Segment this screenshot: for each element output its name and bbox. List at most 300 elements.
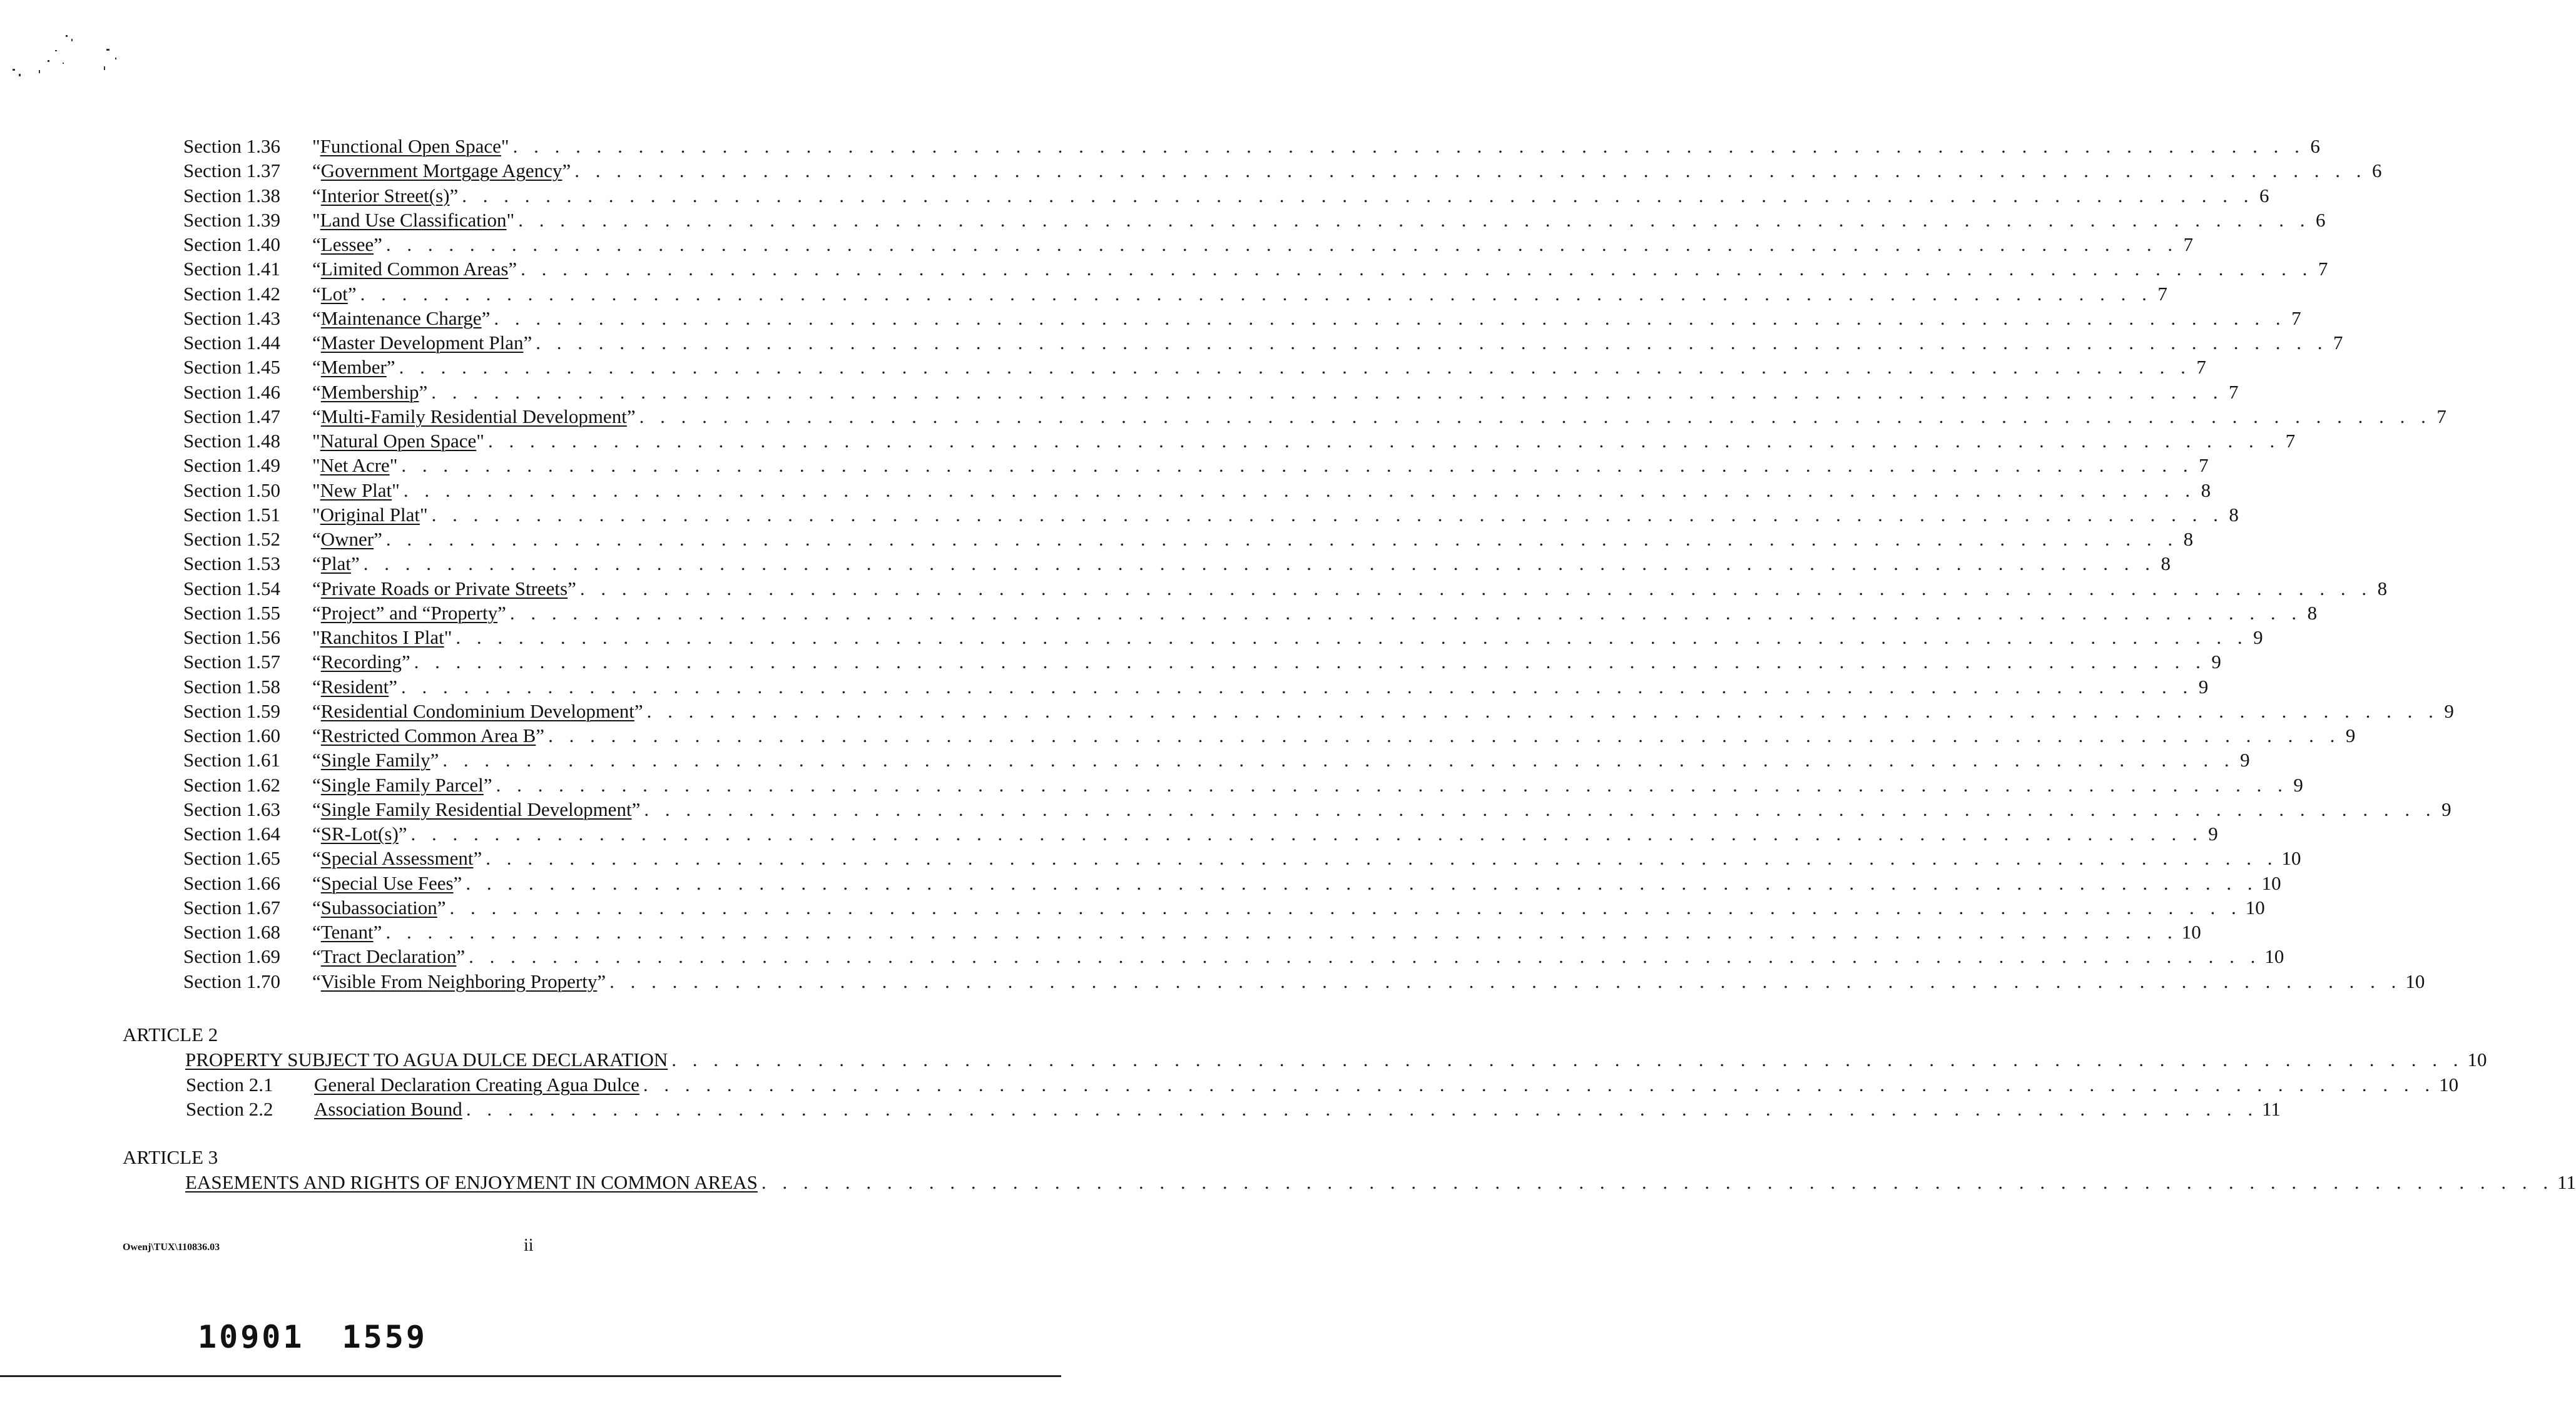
section-title-text: Special Assessment xyxy=(320,847,474,870)
section-title xyxy=(310,674,397,699)
section-title xyxy=(310,723,544,748)
toc-entry xyxy=(183,674,2209,699)
toc-entry xyxy=(183,920,2201,945)
section-title xyxy=(310,306,490,331)
section-title-text: Government Mortgage Agency xyxy=(320,160,563,182)
stamp-docket: 10901 xyxy=(198,1319,305,1355)
close-quote: " xyxy=(506,208,515,231)
close-quote: " xyxy=(476,430,484,452)
toc-entry xyxy=(183,208,2326,233)
close-quote: ” xyxy=(401,651,410,673)
page-ref: 6 xyxy=(2315,208,2326,231)
section-number: Section 1.63 xyxy=(183,798,280,820)
open-quote: “ xyxy=(312,528,321,550)
section-title-text: Private Roads or Private Streets xyxy=(320,577,568,599)
section-title xyxy=(312,1072,639,1097)
article-heading-text xyxy=(185,1047,668,1072)
section-title xyxy=(310,920,382,945)
open-quote: “ xyxy=(312,332,321,353)
stamp-page: 1559 xyxy=(342,1319,427,1355)
toc-entry xyxy=(183,330,2343,355)
close-quote: " xyxy=(501,135,509,157)
toc-entry xyxy=(183,502,2239,527)
section-number: Section 1.47 xyxy=(183,405,280,427)
dot-leader: . . . . . . . . . . . . . . . . . . . . . . . . . . . . . . . . . . . . . . . . . . . . . . . . . . . . . . . . . . . . . . . . . . . . . . . . . . . . . . . . . . . . . . xyxy=(521,258,2313,280)
open-quote: “ xyxy=(312,160,321,182)
page-ref: 10 xyxy=(2405,970,2425,992)
page-ref: 8 xyxy=(2229,503,2239,526)
page-ref: 7 xyxy=(2199,454,2209,477)
open-quote: “ xyxy=(312,282,321,305)
close-quote: ” xyxy=(347,282,357,305)
article-heading-text xyxy=(185,1170,758,1195)
section-number: Section 1.58 xyxy=(183,675,280,698)
section-number: Section 1.59 xyxy=(183,699,280,722)
open-quote: “ xyxy=(312,184,321,206)
open-quote: “ xyxy=(312,921,321,943)
section-title-text: Functional Open Space xyxy=(320,135,501,157)
toc-entry xyxy=(183,846,2301,871)
page-number: ii xyxy=(524,1236,534,1255)
section-title xyxy=(310,429,484,454)
toc-entry xyxy=(183,404,2446,429)
close-quote: ” xyxy=(523,332,532,353)
section-title-text: Tenant xyxy=(320,921,374,943)
open-quote: “ xyxy=(312,945,321,968)
close-quote: " xyxy=(392,479,400,501)
section-title-text: New Plat xyxy=(320,479,392,501)
toc-entry xyxy=(183,282,2167,307)
dot-leader: . . . . . . . . . . . . . . . . . . . . . . . . . . . . . . . . . . . . . . . . . . . . . . . . . . . . . . . . . . . . . . . . . . . . . . . . . . . . . . . . . . . . . . xyxy=(385,233,2179,255)
section-title-text: Resident xyxy=(320,675,389,698)
section-title-text: Special Use Fees xyxy=(320,872,454,894)
section-title-text: Natural Open Space xyxy=(320,430,477,452)
dot-leader: . . . . . . . . . . . . . . . . . . . . . . . . . . . . . . . . . . . . . . . . . . . . . . . . . . . . . . . . . . . . . . . . . . . . . . . . . . . . . . . . . . . . . . xyxy=(509,601,2303,624)
section-title xyxy=(310,282,357,307)
section-title xyxy=(310,944,465,969)
open-quote: " xyxy=(312,479,320,501)
toc-entry xyxy=(183,380,2239,405)
open-quote: “ xyxy=(312,725,321,746)
dot-leader: . . . . . . . . . . . . . . . . . . . . . . . . . . . . . . . . . . . . . . . . . . . . . . . . . . . . . . . . . . . . . . . . . . . . . . . . . . . . . . . . . . . . . . xyxy=(486,847,2278,870)
close-quote: ” xyxy=(374,528,382,550)
close-quote: ” xyxy=(430,749,439,771)
dot-leader: . . . . . . . . . . . . . . . . . . . . . . . . . . . . . . . . . . . . . . . . . . . . . . . . . . . . . . . . . . . . . . . . . . . . . . . . . . . . . . . . . . . . . . xyxy=(385,528,2179,550)
section-number: Section 1.55 xyxy=(183,601,280,624)
page-ref: 8 xyxy=(2201,479,2211,501)
open-quote: “ xyxy=(312,405,321,427)
page-ref: 8 xyxy=(2183,528,2194,550)
section-number: Section 2.1 xyxy=(186,1074,273,1096)
open-quote: “ xyxy=(312,601,321,624)
open-quote: “ xyxy=(312,970,321,992)
page-ref: 9 xyxy=(2293,773,2303,796)
section-title-text: Single Family Residential Development xyxy=(320,798,632,820)
section-number: Section 1.49 xyxy=(183,454,280,477)
section-title xyxy=(310,478,400,503)
dot-leader: . . . . . . . . . . . . . . . . . . . . . . . . . . . . . . . . . . . . . . . . . . . . . . . . . . . . . . . . . . . . . . . . . . . . . . . . . . . . . . . . . . . . . . xyxy=(574,160,2367,182)
open-quote: “ xyxy=(312,699,321,722)
section-title-text: General Declaration Creating Agua Dulce xyxy=(314,1074,639,1096)
dot-leader: . . . . . . . . . . . . . . . . . . . . . . . . . . . . . . . . . . . . . . . . . . . . . . . . . . . . . . . . . . . . . . . . . . . . . . . . . . . . . . . . . . . . . . xyxy=(449,896,2242,918)
page-ref: 7 xyxy=(2196,356,2206,379)
page-ref: 11 xyxy=(2557,1171,2576,1193)
page-ref: 9 xyxy=(2211,651,2221,673)
section-title-text: Tract Declaration xyxy=(320,945,457,968)
toc-entry xyxy=(183,429,2296,454)
toc-entry xyxy=(183,183,2269,208)
dot-leader: . . . . . . . . . . . . . . . . . . . . . . . . . . . . . . . . . . . . . . . . . . . . . . . . . . . . . . . . . . . . . . . . . . . . . . . . . . . . . . . . . . . . . . xyxy=(363,552,2156,575)
dot-leader: . . . . . . . . . . . . . . . . . . . . . . . . . . . . . . . . . . . . . . . . . . . . . . . . . . . . . . . . . . . . . . . . . . . . . . . . . . . . . . . . . . . . . . xyxy=(410,823,2203,845)
section-title xyxy=(310,797,640,822)
open-quote: “ xyxy=(312,675,321,698)
dot-leader: . . . . . . . . . . . . . . . . . . . . . . . . . . . . . . . . . . . . . . . . . . . . . . . . . . . . . . . . . . . . . . . . . . . . . . . . . . . . . . . . . . . . . . xyxy=(548,725,2341,746)
document-id: Owenj\TUX\110836.03 xyxy=(123,1242,220,1253)
page-ref: 10 xyxy=(2261,872,2281,894)
close-quote: ” xyxy=(398,823,407,845)
section-number: Section 1.64 xyxy=(183,823,280,845)
section-number: Section 1.38 xyxy=(183,184,280,206)
article-heading xyxy=(185,1170,2576,1195)
open-quote: " xyxy=(312,626,320,648)
close-quote: ” xyxy=(456,945,466,968)
page-ref: 9 xyxy=(2441,798,2451,820)
section-title-text: Association Bound xyxy=(314,1098,462,1120)
section-title xyxy=(310,527,382,552)
section-number: Section 1.57 xyxy=(183,651,280,673)
close-quote: ” xyxy=(483,773,492,796)
section-title-text: Subassociation xyxy=(320,896,437,918)
page-ref: 10 xyxy=(2439,1074,2459,1096)
open-quote: “ xyxy=(312,233,321,255)
close-quote: ” xyxy=(536,725,545,746)
page-ref: 9 xyxy=(2240,749,2250,771)
open-quote: " xyxy=(312,454,320,477)
open-quote: “ xyxy=(312,823,321,845)
dot-leader: . . . . . . . . . . . . . . . . . . . . . . . . . . . . . . . . . . . . . . . . . . . . . . . . . . . . . . . . . . . . . . . . . . . . . . . . . . . . . . . . . . . . . . xyxy=(462,184,2254,206)
toc-entry xyxy=(183,748,2250,773)
toc-entry xyxy=(183,158,2382,183)
dot-leader: . . . . . . . . . . . . . . . . . . . . . . . . . . . . . . . . . . . . . . . . . . . . . . . . . . . . . . . . . . . . . . . . . . . . . . . . . . . . . . . . . . . . . . xyxy=(487,430,2281,452)
section-number: Section 1.48 xyxy=(183,430,280,452)
section-number: Section 1.65 xyxy=(183,847,280,870)
page-ref: 7 xyxy=(2318,258,2328,280)
page-ref: 7 xyxy=(2183,233,2194,255)
toc-entry xyxy=(183,257,2328,282)
page-ref: 6 xyxy=(2259,184,2269,206)
toc-entry xyxy=(183,601,2318,626)
page-ref: 10 xyxy=(2264,945,2284,968)
dot-leader: . . . . . . . . . . . . . . . . . . . . . . . . . . . . . . . . . . . . . . . . . . . . . . . . . . . . . . . . . . . . . . . . . . . . . . . . . . . . . . . . . . . . . . xyxy=(609,970,2402,992)
section-title xyxy=(310,821,407,847)
dot-leader: . . . . . . . . . . . . . . . . . . . . . . . . . . . . . . . . . . . . . . . . . . . . . . . . . . . . . . . . . . . . . . . . . . . . . . . . . . . . . . . . . . . . . . xyxy=(431,380,2224,403)
page-ref: 8 xyxy=(2377,577,2388,599)
toc-entry xyxy=(183,821,2218,847)
article-label: ARTICLE 2 xyxy=(123,1024,218,1045)
toc-entry xyxy=(183,625,2263,650)
section-title-text: Single Family Parcel xyxy=(320,773,484,796)
open-quote: “ xyxy=(312,798,321,820)
section-title xyxy=(310,257,517,282)
section-title xyxy=(312,1097,462,1122)
section-number: Section 1.50 xyxy=(183,479,280,501)
section-number: Section 1.70 xyxy=(183,970,280,992)
section-title xyxy=(310,576,576,601)
section-title xyxy=(310,453,397,478)
section-title-text: Visible From Neighboring Property xyxy=(320,970,598,992)
toc-entry xyxy=(183,134,2320,159)
page-ref: 9 xyxy=(2208,823,2218,845)
section-title xyxy=(310,404,636,429)
page-ref: 9 xyxy=(2253,626,2263,648)
toc-entry xyxy=(183,576,2388,601)
open-quote: “ xyxy=(312,651,321,673)
section-title-text: Single Family xyxy=(320,749,430,771)
dot-leader: . . . . . . . . . . . . . . . . . . . . . . . . . . . . . . . . . . . . . . . . . . . . . . . . . . . . . . . . . . . . . . . . . . . . . . . . . . . . . . . . . . . . . . xyxy=(466,872,2258,894)
section-title-text: Restricted Common Area B xyxy=(320,725,536,746)
recording-stamp xyxy=(198,1319,465,1355)
close-quote: ” xyxy=(481,307,491,329)
open-quote: “ xyxy=(312,749,321,771)
scan-speckles xyxy=(0,25,138,81)
section-title-text: Plat xyxy=(320,552,351,575)
dot-leader: . . . . . . . . . . . . . . . . . . . . . . . . . . . . . . . . . . . . . . . . . . . . . . . . . . . . . . . . . . . . . . . . . . . . . . . . . . . . . . . . . . . . . . xyxy=(403,479,2196,501)
article-heading xyxy=(185,1047,2487,1072)
section-number: Section 1.68 xyxy=(183,921,280,943)
open-quote: " xyxy=(312,503,320,526)
section-number: Section 1.41 xyxy=(183,258,280,280)
open-quote: " xyxy=(312,135,320,157)
section-number: Section 1.56 xyxy=(183,626,280,648)
page-ref: 10 xyxy=(2181,921,2201,943)
section-title-text: Recording xyxy=(320,651,402,673)
dot-leader: . . . . . . . . . . . . . . . . . . . . . . . . . . . . . . . . . . . . . . . . . . . . . . . . . . . . . . . . . . . . . . . . . . . . . . . . . . . . . . . . . . . . . . xyxy=(639,405,2431,427)
dot-leader: . . . . . . . . . . . . . . . . . . . . . . . . . . . . . . . . . . . . . . . . . . . . . . . . . . . . . . . . . . . . . . . . . . . . . . . . . . . . . . . . . . . . . . xyxy=(494,307,2286,329)
section-title xyxy=(310,134,509,159)
toc-entry xyxy=(183,527,2194,552)
section-title-text: Lot xyxy=(320,282,348,305)
toc-entry xyxy=(183,871,2281,896)
toc-entry xyxy=(183,699,2454,724)
open-quote: “ xyxy=(312,577,321,599)
section-title xyxy=(310,208,514,233)
close-quote: ” xyxy=(473,847,482,870)
page-ref: 6 xyxy=(2310,135,2320,157)
section-title-text: Maintenance Charge xyxy=(320,307,482,329)
dot-leader: . . . . . . . . . . . . . . . . . . . . . . . . . . . . . . . . . . . . . . . . . . . . . . . . . . . . . . . . . . . . . . . . . . . . . . . . . . . . . . . . . . . . . . xyxy=(431,503,2224,526)
section-title-text: Project” and “Property xyxy=(320,601,498,624)
article-label: ARTICLE 3 xyxy=(123,1146,218,1168)
section-title xyxy=(310,502,428,527)
section-number: Section 1.37 xyxy=(183,160,280,182)
close-quote: ” xyxy=(373,921,382,943)
section-title xyxy=(310,551,360,576)
page-ref: 10 xyxy=(2281,847,2301,870)
page-ref: 7 xyxy=(2333,332,2343,353)
dot-leader: . . . . . . . . . . . . . . . . . . . . . . . . . . . . . . . . . . . . . . . . . . . . . . . . . . . . . . . . . . . . . . . . . . . . . . . . . . . . . . . . . . . . . . xyxy=(646,699,2439,722)
section-title-text: Limited Common Areas xyxy=(320,258,509,280)
dot-leader: . . . . . . . . . . . . . . . . . . . . . . . . . . . . . . . . . . . . . . . . . . . . . . . . . . . . . . . . . . . . . . . . . . . . . . . . . . . . . . . . . . . . . . xyxy=(579,577,2373,599)
page-ref: 7 xyxy=(2436,405,2446,427)
toc-entry xyxy=(183,895,2265,920)
page-ref: 7 xyxy=(2285,430,2296,452)
section-title-text: Lessee xyxy=(320,233,374,255)
section-title-text: Interior Street(s) xyxy=(320,184,450,206)
section-number: Section 1.44 xyxy=(183,332,280,353)
toc-entry xyxy=(183,944,2284,969)
dot-leader: . . . . . . . . . . . . . . . . . . . . . . . . . . . . . . . . . . . . . . . . . . . . . . . . . . . . . . . . . . . . . . . . . . . . . . . . . . . . . . . . . . . . . . xyxy=(671,1049,2464,1071)
page-ref: 9 xyxy=(2444,699,2454,722)
close-quote: ” xyxy=(351,552,360,575)
dot-leader: . . . . . . . . . . . . . . . . . . . . . . . . . . . . . . . . . . . . . . . . . . . . . . . . . . . . . . . . . . . . . . . . . . . . . . . . . . . . . . . . . . . . . . xyxy=(469,945,2261,968)
section-title xyxy=(310,625,452,650)
article-heading-title: EASEMENTS AND RIGHTS OF ENJOYMENT IN COMMON AREAS xyxy=(185,1171,758,1193)
page-ref: 8 xyxy=(2161,552,2171,575)
section-number: Section 1.69 xyxy=(183,945,280,968)
section-number: Section 1.54 xyxy=(183,577,280,599)
close-quote: " xyxy=(419,503,428,526)
toc-entry xyxy=(183,723,2356,748)
close-quote: ” xyxy=(508,258,517,280)
section-title xyxy=(310,380,427,405)
toc-entry xyxy=(183,478,2211,503)
section-number: Section 1.36 xyxy=(183,135,280,157)
dot-leader: . . . . . . . . . . . . . . . . . . . . . . . . . . . . . . . . . . . . . . . . . . . . . . . . . . . . . . . . . . . . . . . . . . . . . . . . . . . . . . . . . . . . . . xyxy=(536,332,2328,353)
section-title-text: Net Acre xyxy=(320,454,390,477)
toc-entry xyxy=(183,551,2171,576)
toc-entry xyxy=(183,232,2194,257)
section-number: Section 1.42 xyxy=(183,282,280,305)
toc-entry xyxy=(183,773,2303,798)
section-number: Section 1.51 xyxy=(183,503,280,526)
section-title-text: SR-Lot(s) xyxy=(320,823,399,845)
close-quote: ” xyxy=(497,601,506,624)
section-number: Section 1.39 xyxy=(183,208,280,231)
section-title xyxy=(310,158,571,183)
page-ref: 9 xyxy=(2345,725,2356,746)
open-quote: “ xyxy=(312,872,321,894)
section-title-text: Member xyxy=(320,356,387,379)
close-quote: " xyxy=(389,454,398,477)
dot-leader: . . . . . . . . . . . . . . . . . . . . . . . . . . . . . . . . . . . . . . . . . . . . . . . . . . . . . . . . . . . . . . . . . . . . . . . . . . . . . . . . . . . . . . xyxy=(466,1098,2259,1120)
toc-entry xyxy=(183,797,2451,822)
section-number: Section 1.67 xyxy=(183,896,280,918)
dot-leader: . . . . . . . . . . . . . . . . . . . . . . . . . . . . . . . . . . . . . . . . . . . . . . . . . . . . . . . . . . . . . . . . . . . . . . . . . . . . . . . . . . . . . . xyxy=(644,798,2436,820)
section-number: Section 1.62 xyxy=(183,773,280,796)
close-quote: ” xyxy=(437,896,446,918)
section-title xyxy=(310,871,462,896)
open-quote: " xyxy=(312,430,320,452)
page-ref: 7 xyxy=(2157,282,2167,305)
close-quote: ” xyxy=(374,233,382,255)
toc-entry xyxy=(183,649,2221,674)
dot-leader: . . . . . . . . . . . . . . . . . . . . . . . . . . . . . . . . . . . . . . . . . . . . . . . . . . . . . . . . . . . . . . . . . . . . . . . . . . . . . . . . . . . . . . xyxy=(401,675,2194,698)
open-quote: “ xyxy=(312,773,321,796)
close-quote: ” xyxy=(386,356,395,379)
page-ref: 8 xyxy=(2307,601,2318,624)
page-ref: 10 xyxy=(2467,1049,2487,1071)
section-title-text: Residential Condominium Development xyxy=(320,699,634,722)
toc-entry xyxy=(183,453,2209,478)
section-title xyxy=(310,601,506,626)
section-title xyxy=(310,355,395,380)
section-title xyxy=(310,773,492,798)
dot-leader: . . . . . . . . . . . . . . . . . . . . . . . . . . . . . . . . . . . . . . . . . . . . . . . . . . . . . . . . . . . . . . . . . . . . . . . . . . . . . . . . . . . . . . xyxy=(399,356,2191,379)
open-quote: “ xyxy=(312,847,321,870)
page-ref: 7 xyxy=(2228,380,2239,403)
dot-leader: . . . . . . . . . . . . . . . . . . . . . . . . . . . . . . . . . . . . . . . . . . . . . . . . . . . . . . . . . . . . . . . . . . . . . . . . . . . . . . . . . . . . . . xyxy=(385,921,2178,943)
close-quote: ” xyxy=(449,184,459,206)
dot-leader: . . . . . . . . . . . . . . . . . . . . . . . . . . . . . . . . . . . . . . . . . . . . . . . . . . . . . . . . . . . . . . . . . . . . . . . . . . . . . . . . . . . . . . xyxy=(496,773,2288,796)
open-quote: “ xyxy=(312,356,321,379)
section-title xyxy=(310,895,446,920)
section-number: Section 1.46 xyxy=(183,380,280,403)
bottom-rule xyxy=(0,1375,1061,1377)
dot-leader: . . . . . . . . . . . . . . . . . . . . . . . . . . . . . . . . . . . . . . . . . . . . . . . . . . . . . . . . . . . . . . . . . . . . . . . . . . . . . . . . . . . . . . xyxy=(414,651,2206,673)
page-ref: 9 xyxy=(2198,675,2209,698)
dot-leader: . . . . . . . . . . . . . . . . . . . . . . . . . . . . . . . . . . . . . . . . . . . . . . . . . . . . . . . . . . . . . . . . . . . . . . . . . . . . . . . . . . . . . . xyxy=(643,1074,2436,1096)
close-quote: ” xyxy=(419,380,428,403)
section-title-text: Multi-Family Residential Development xyxy=(320,405,627,427)
close-quote: ” xyxy=(562,160,571,182)
page-ref: 11 xyxy=(2262,1098,2281,1120)
toc-entry xyxy=(183,355,2206,380)
open-quote: “ xyxy=(312,258,321,280)
toc-entry xyxy=(183,306,2301,331)
section-title xyxy=(310,649,410,674)
section-title-text: Original Plat xyxy=(320,503,420,526)
section-title-text: Land Use Classification xyxy=(320,208,507,231)
close-quote: ” xyxy=(597,970,606,992)
section-title xyxy=(310,330,532,355)
dot-leader: . . . . . . . . . . . . . . . . . . . . . . . . . . . . . . . . . . . . . . . . . . . . . . . . . . . . . . . . . . . . . . . . . . . . . . . . . . . . . . . . . . . . . . xyxy=(512,135,2305,157)
section-title xyxy=(310,969,606,994)
dot-leader: . . . . . . . . . . . . . . . . . . . . . . . . . . . . . . . . . . . . . . . . . . . . . . . . . . . . . . . . . . . . . . . . . . . . . . . . . . . . . . . . . . . . . . xyxy=(761,1171,2554,1193)
section-title xyxy=(310,699,643,724)
section-number: Section 1.60 xyxy=(183,725,280,746)
article-heading-title: PROPERTY SUBJECT TO AGUA DULCE DECLARATION xyxy=(185,1049,668,1071)
close-quote: " xyxy=(444,626,452,648)
section-number: Section 1.40 xyxy=(183,233,280,255)
dot-leader: . . . . . . . . . . . . . . . . . . . . . . . . . . . . . . . . . . . . . . . . . . . . . . . . . . . . . . . . . . . . . . . . . . . . . . . . . . . . . . . . . . . . . . xyxy=(518,208,2311,231)
section-number: Section 1.45 xyxy=(183,356,280,379)
toc-entry xyxy=(183,969,2425,994)
open-quote: “ xyxy=(312,896,321,918)
close-quote: ” xyxy=(634,699,643,722)
section-number: Section 1.53 xyxy=(183,552,280,575)
dot-leader: . . . . . . . . . . . . . . . . . . . . . . . . . . . . . . . . . . . . . . . . . . . . . . . . . . . . . . . . . . . . . . . . . . . . . . . . . . . . . . . . . . . . . . xyxy=(360,282,2152,305)
section-number: Section 1.43 xyxy=(183,307,280,329)
section-number: Section 1.52 xyxy=(183,528,280,550)
open-quote: " xyxy=(312,208,320,231)
section-number: Section 1.66 xyxy=(183,872,280,894)
open-quote: “ xyxy=(312,307,321,329)
close-quote: ” xyxy=(568,577,576,599)
section-title-text: Master Development Plan xyxy=(320,332,524,353)
toc-entry xyxy=(186,1097,2281,1122)
section-number: Section 1.61 xyxy=(183,749,280,771)
open-quote: “ xyxy=(312,552,321,575)
dot-leader: . . . . . . . . . . . . . . . . . . . . . . . . . . . . . . . . . . . . . . . . . . . . . . . . . . . . . . . . . . . . . . . . . . . . . . . . . . . . . . . . . . . . . . xyxy=(456,626,2248,648)
toc-entry xyxy=(186,1072,2459,1097)
section-title xyxy=(310,232,382,257)
section-title-text: Membership xyxy=(320,380,419,403)
section-title-text: Ranchitos I Plat xyxy=(320,626,444,648)
section-title xyxy=(310,846,482,871)
close-quote: ” xyxy=(389,675,398,698)
page-ref: 6 xyxy=(2371,160,2382,182)
section-title xyxy=(310,748,439,773)
